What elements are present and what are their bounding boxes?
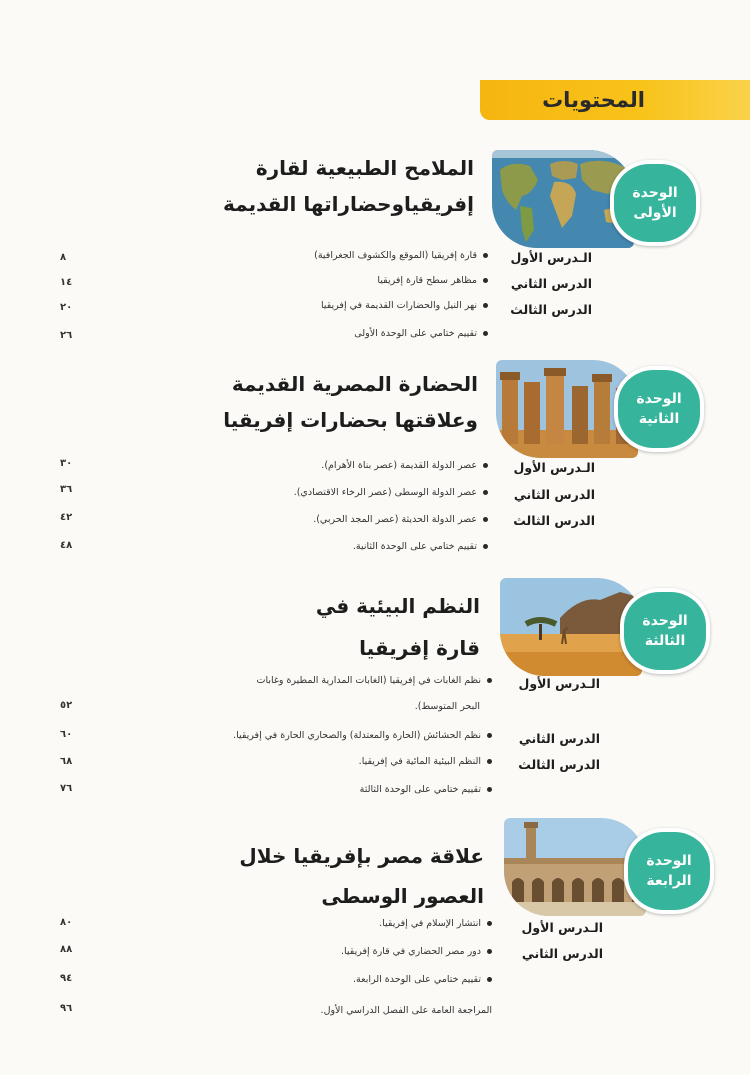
unit-3-lesson-1: الـدرس الأول xyxy=(518,676,600,691)
unit-3-entry-1: نظم الغابات في إفريقيا (الغابات المدارية المطيرة وغابات xyxy=(257,675,493,686)
unit-1-entry-4: تقييم ختامي على الوحدة الأولى xyxy=(354,328,488,339)
unit-3-entry-1b: البحر المتوسط). xyxy=(414,701,480,712)
unit-3-lesson-3: الدرس الثالث xyxy=(518,757,600,772)
unit-3-title: النظم البيئية في قارة إفريقيا xyxy=(315,594,480,660)
unit-4-title: علاقة مصر بإفريقيا خلال العصور الوسطى xyxy=(239,844,484,908)
unit-4-page-4: ٩٦ xyxy=(60,1003,73,1014)
unit-4-page-2: ٨٨ xyxy=(60,944,73,955)
unit-2-entry-4: تقييم ختامي على الوحدة الثانية. xyxy=(353,541,488,552)
unit-4-lesson-2: الدرس الثاني xyxy=(521,946,603,961)
unit-2-entry-1: عصر الدولة القديمة (عصر بناة الأهرام). xyxy=(321,460,488,471)
unit-2-page-3: ٤٢ xyxy=(60,512,73,523)
unit-2-title: الحضارة المصرية القديمة وعلاقتها بحضارات إفريقيا xyxy=(223,372,478,432)
unit-3-badge: الوحدة الثالثة xyxy=(620,588,710,674)
unit-4-entry-1: انتشار الإسلام في إفريقيا. xyxy=(379,918,492,929)
unit-3-lesson-2: الدرس الثاني xyxy=(518,731,600,746)
unit-1-lesson-1: الـدرس الأول xyxy=(510,250,592,265)
unit-4-entry-3: تقييم ختامي على الوحدة الرابعة. xyxy=(353,974,492,985)
unit-3-page-4: ٧٦ xyxy=(60,783,73,794)
unit-3-entry-3: النظم البيئية المائية في إفريقيا. xyxy=(359,756,492,767)
unit-1-badge: الوحدة الأولى xyxy=(610,160,700,246)
unit-1-entry-2: مظاهر سطح قارة إفريقيا xyxy=(377,275,488,286)
unit-1-page-1: ٨ xyxy=(60,252,67,263)
unit-1-lesson-3: الدرس الثالث xyxy=(510,302,592,317)
unit-4-entry-4: المراجعة العامة على الفصل الدراسي الأول. xyxy=(320,1005,492,1016)
unit-4-lesson-1: الـدرس الأول xyxy=(521,920,603,935)
unit-2-lesson-1: الـدرس الأول xyxy=(513,460,595,475)
unit-2-lesson-2: الدرس الثاني xyxy=(513,487,595,502)
unit-2-badge: الوحدة الثانية xyxy=(614,366,704,452)
unit-1-page-4: ٢٦ xyxy=(60,330,73,341)
unit-3-entry-2: نظم الحشائش (الحارة والمعتدلة) والصحاري الحارة في إفريقيا. xyxy=(233,730,492,741)
unit-3-page-3: ٦٨ xyxy=(60,756,73,767)
unit-4-entry-2: دور مصر الحضاري في قارة إفريقيا. xyxy=(341,946,492,957)
unit-2-entry-3: عصر الدولة الحديثة (عصر المجد الحربي). xyxy=(313,514,488,525)
unit-4-badge: الوحدة الرابعة xyxy=(624,828,714,914)
unit-1-page-3: ٢٠ xyxy=(60,302,73,313)
contents-banner xyxy=(480,80,750,120)
unit-1-title: الملامح الطبيعية لقارة إفريقياوحضاراتها القديمة xyxy=(223,156,474,216)
unit-1-entry-3: نهر النيل والحضارات القديمة في إفريقيا xyxy=(321,300,488,311)
unit-1-page-2: ١٤ xyxy=(60,277,73,288)
unit-1-lesson-2: الدرس الثاني xyxy=(510,276,592,291)
unit-2-lesson-3: الدرس الثالث xyxy=(513,513,595,528)
unit-4-page-3: ٩٤ xyxy=(60,973,73,984)
unit-3-page-2: ٦٠ xyxy=(60,729,73,740)
unit-2-entry-2: عصر الدولة الوسطى (عصر الرخاء الاقتصادي). xyxy=(294,487,488,498)
unit-2-page-1: ٣٠ xyxy=(60,458,73,469)
unit-4-page-1: ٨٠ xyxy=(60,917,73,928)
unit-1-entry-1: قارة إفريقيا (الموقع والكشوف الجغرافية) xyxy=(314,250,488,261)
unit-2-page-4: ٤٨ xyxy=(60,540,73,551)
unit-3-entry-4: تقييم ختامي على الوحدة الثالثة xyxy=(360,784,492,795)
unit-3-page-1: ٥٢ xyxy=(60,700,73,711)
unit-2-page-2: ٣٦ xyxy=(60,484,73,495)
page-title: المحتويات xyxy=(542,88,645,112)
